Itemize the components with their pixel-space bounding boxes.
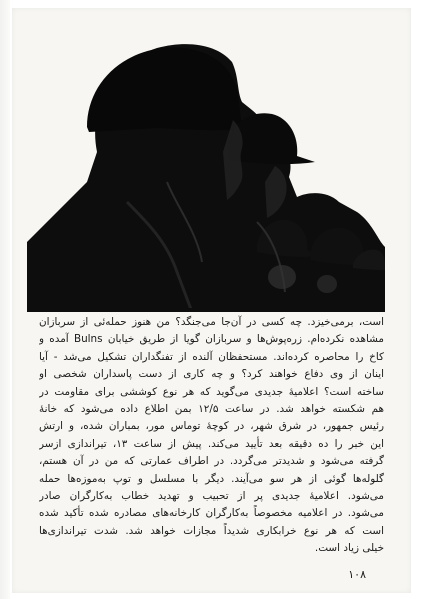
text-line: هم شکسته خواهد شد. در ساعت ۱۲/۵ بمن اطلاع داده می‌شود که خانهٔ — [39, 403, 384, 416]
text-line: است که هر نوع خرابکاری شدیداً مجازات خواهد شد. شدت تیراندازی‌ها — [39, 524, 384, 537]
page-edge — [0, 0, 10, 599]
soldiers-photo — [27, 32, 385, 312]
page-number: ۱۰۸ — [348, 568, 366, 581]
text-line: گلوله‌ها گوئی از هر سو می‌آیند. دیگر با مسلسل و توپ به‌موزه‌ها حمله — [39, 472, 384, 485]
text-line: می‌شود. اعلامیهٔ جدیدی پر از تحبیب و تهدید خطاب به‌کارگران صادر — [39, 490, 384, 503]
text-line: خیلی زیاد است. — [314, 542, 384, 555]
text-line: کاخ را محاصره کرده‌اند. مستحفظان آلنده از تفنگداران تشکیل می‌شد - آیا — [39, 350, 384, 363]
body-text — [39, 314, 384, 574]
text-line: است، برمی‌خیزد. چه کسی در آن‌جا می‌جنگد؟ من هنوز حمله‌ئی از سربازان — [39, 316, 384, 328]
text-line: ساخته است؟ اعلامیهٔ جدیدی می‌گوید که هر نوع کوششی برای مقاومت در — [39, 385, 384, 398]
text-line: اینان از وی دفاع خواهند کرد؟ و چه کاری از دست پاسداران شخصی او — [39, 368, 384, 381]
soldiers-silhouette-image — [27, 32, 385, 312]
text-line: می‌شود. در اعلامیه مخصوصاً به‌کارگران کارخانه‌های مصادره شده تأکید شده — [39, 507, 384, 520]
text-line: مشاهده نکرده‌ام. زره‌پوش‌ها و سربازان گویا از طریق خیابان Bulns آمده و — [39, 333, 384, 346]
text-line: گرفته می‌شود و شدیدتر می‌گردد. در اطراف عمارتی که من در آن هستم، — [39, 455, 384, 468]
text-line: این خبر را ده دقیقه بعد تأیید می‌کند. پیش از ساعت ۱۳، تیراندازی ازسر — [39, 437, 384, 450]
text-line: رئیس جمهور، در شرق شهر، در کوچهٔ توماس مور، بمباران شده، و ارتش — [39, 420, 384, 433]
